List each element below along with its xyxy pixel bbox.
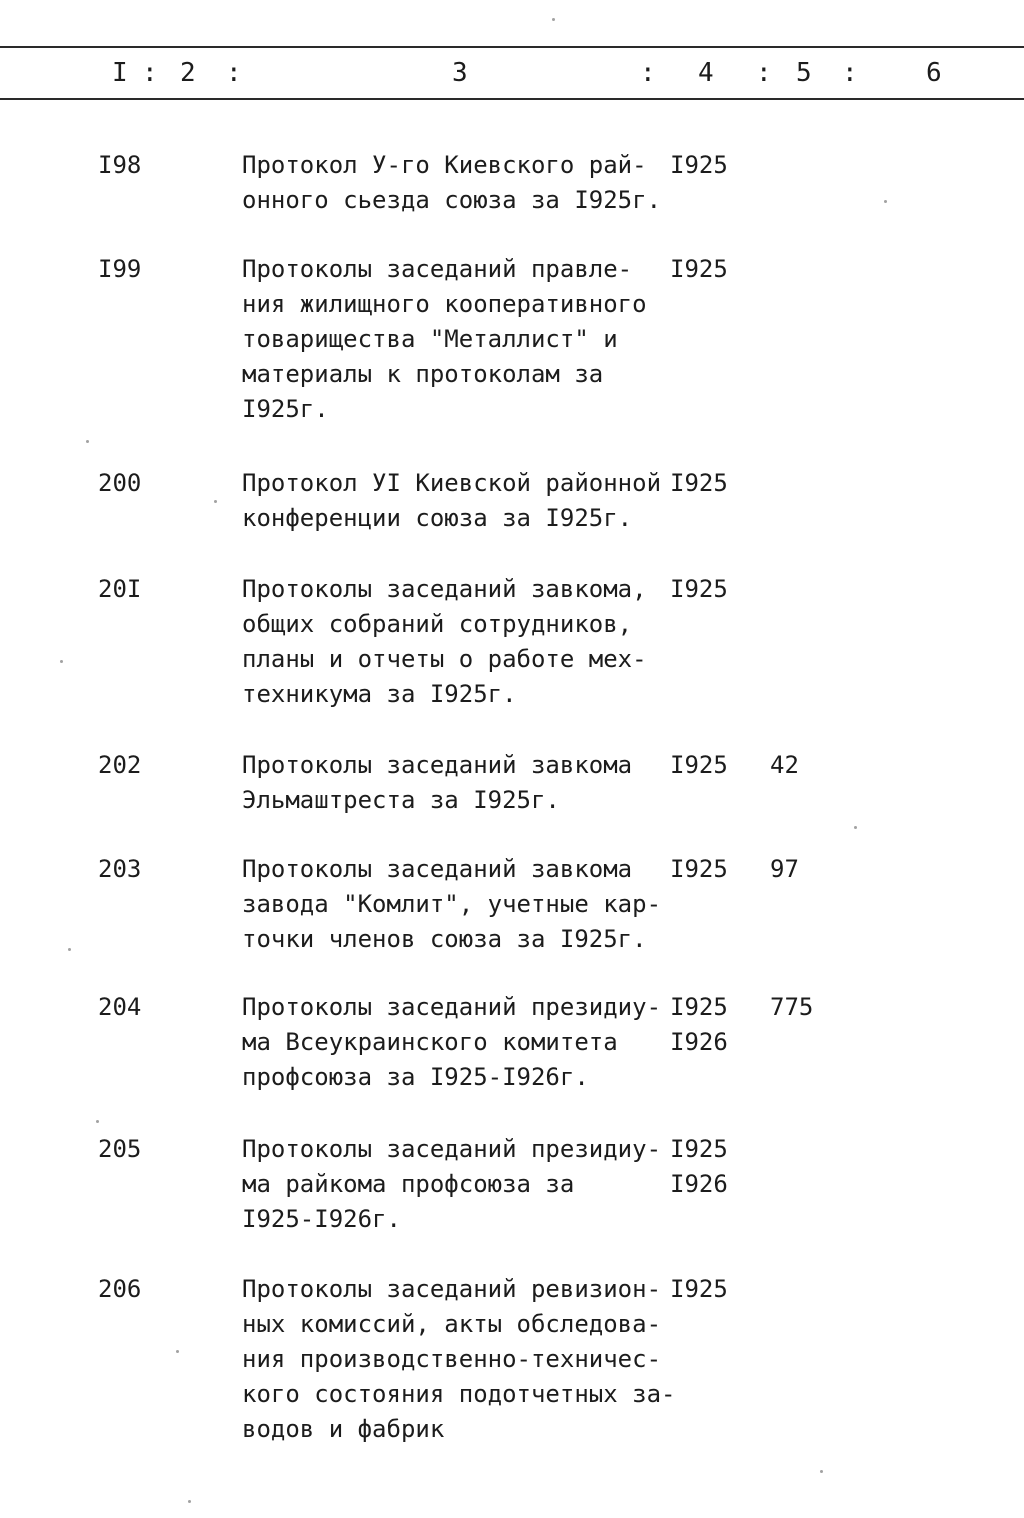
entry-title-line: Протоколы заседаний президиу-: [242, 1135, 662, 1163]
entry-number: 205: [98, 1135, 142, 1163]
entry-title: [242, 1272, 676, 1447]
entry-year: I925: [670, 855, 728, 883]
entry-title-line: кого состояния подотчетных за-: [242, 1380, 676, 1408]
header-top-rule: [0, 46, 1024, 48]
entry-number: 202: [98, 751, 142, 779]
column-header-1: I: [112, 58, 128, 88]
entry-years: [670, 252, 728, 287]
entry-title-line: Протоколы заседаний завкома: [242, 751, 633, 779]
entry-title: [242, 1132, 672, 1237]
scan-speck: [176, 1350, 179, 1353]
entry-title: [242, 252, 672, 427]
entry-title-line: профсоюза за I925-I926г.: [242, 1063, 589, 1091]
entry-title-line: Протоколы заседаний правле-: [242, 255, 633, 283]
column-separator: :: [640, 58, 656, 88]
column-separator: :: [142, 58, 158, 88]
entry-title-line: Протокол УI Киевской районной: [242, 469, 662, 497]
entry-title-line: ных комиссий, акты обследова-: [242, 1310, 662, 1338]
entry-title-line: ма райкома профсоюза за: [242, 1170, 575, 1198]
column-header-4: 4: [698, 58, 714, 88]
column-separator: :: [842, 58, 858, 88]
entry-year: I925: [670, 1135, 728, 1163]
entry-title: [242, 466, 672, 536]
entry-title-line: техникума за I925г.: [242, 680, 517, 708]
column-header-3: 3: [452, 58, 468, 88]
scan-speck: [552, 18, 555, 21]
scan-speck: [86, 440, 89, 443]
entry-title-line: точки членов союза за I925г.: [242, 925, 647, 953]
entry-title-line: завода "Комлит", учетные кар-: [242, 890, 662, 918]
entry-years: [670, 852, 728, 887]
entry-number: 20I: [98, 575, 142, 603]
entry-years: [670, 1132, 728, 1202]
entry-sheet-count: 42: [770, 751, 799, 779]
entry-title: [242, 990, 672, 1095]
entry-number: 200: [98, 469, 142, 497]
entry-years: [670, 572, 728, 607]
entry-title: [242, 748, 672, 818]
header-bottom-rule: [0, 98, 1024, 100]
column-separator: :: [756, 58, 772, 88]
entry-years: [670, 1272, 728, 1307]
entry-title: [242, 148, 672, 218]
entry-year: I925: [670, 751, 728, 779]
entry-title-line: Протоколы заседаний завкома: [242, 855, 633, 883]
scan-speck: [68, 948, 71, 951]
entry-title-line: товарищества "Металлист" и: [242, 325, 618, 353]
entry-number: I98: [98, 151, 142, 179]
scan-speck: [188, 1500, 191, 1503]
column-separator: :: [226, 58, 242, 88]
entry-year: I926: [670, 1170, 728, 1198]
entry-number: 204: [98, 993, 142, 1021]
scan-speck: [214, 500, 217, 503]
entry-title-line: ма Всеукраинского комитета: [242, 1028, 618, 1056]
entry-year: I925: [670, 1275, 728, 1303]
entry-title-line: Протокол У-го Киевского рай-: [242, 151, 647, 179]
entry-title-line: I925-I926г.: [242, 1205, 401, 1233]
entry-year: I925: [670, 469, 728, 497]
entry-title-line: планы и отчеты о работе мех-: [242, 645, 647, 673]
scan-speck: [884, 200, 887, 203]
scan-speck: [60, 660, 63, 663]
entry-years: [670, 466, 728, 501]
column-header-5: 5: [796, 58, 812, 88]
entry-year: I925: [670, 993, 728, 1021]
entry-years: [670, 748, 728, 783]
entry-title: [242, 852, 672, 957]
entry-sheet-count: 775: [770, 993, 814, 1021]
entry-title-line: общих собраний сотрудников,: [242, 610, 633, 638]
entry-number: 203: [98, 855, 142, 883]
entry-sheet-count: 97: [770, 855, 799, 883]
entry-title-line: I925г.: [242, 395, 329, 423]
entry-title-line: водов и фабрик: [242, 1415, 445, 1443]
entry-title-line: онного сьезда союза за I925г.: [242, 186, 662, 214]
entry-years: [670, 148, 728, 183]
entry-number: I99: [98, 255, 142, 283]
entry-title-line: Протоколы заседаний ревизион-: [242, 1275, 662, 1303]
entry-year: I925: [670, 151, 728, 179]
column-header-6: 6: [926, 58, 942, 88]
entry-title: [242, 572, 672, 712]
scan-speck: [820, 1470, 823, 1473]
entry-title-line: ния производственно-техничес-: [242, 1345, 662, 1373]
entry-title-line: ния жилищного кооперативного: [242, 290, 647, 318]
entry-title-line: Протоколы заседаний президиу-: [242, 993, 662, 1021]
entry-year: I926: [670, 1028, 728, 1056]
scan-speck: [854, 826, 857, 829]
entry-title-line: материалы к протоколам за: [242, 360, 604, 388]
entry-year: I925: [670, 575, 728, 603]
entry-title-line: Эльмаштреста за I925г.: [242, 786, 560, 814]
entry-number: 206: [98, 1275, 142, 1303]
entry-years: [670, 990, 728, 1060]
scan-speck: [96, 1120, 99, 1123]
entry-title-line: Протоколы заседаний завкома,: [242, 575, 647, 603]
column-header-2: 2: [180, 58, 196, 88]
entry-title-line: конференции союза за I925г.: [242, 504, 633, 532]
entry-year: I925: [670, 255, 728, 283]
